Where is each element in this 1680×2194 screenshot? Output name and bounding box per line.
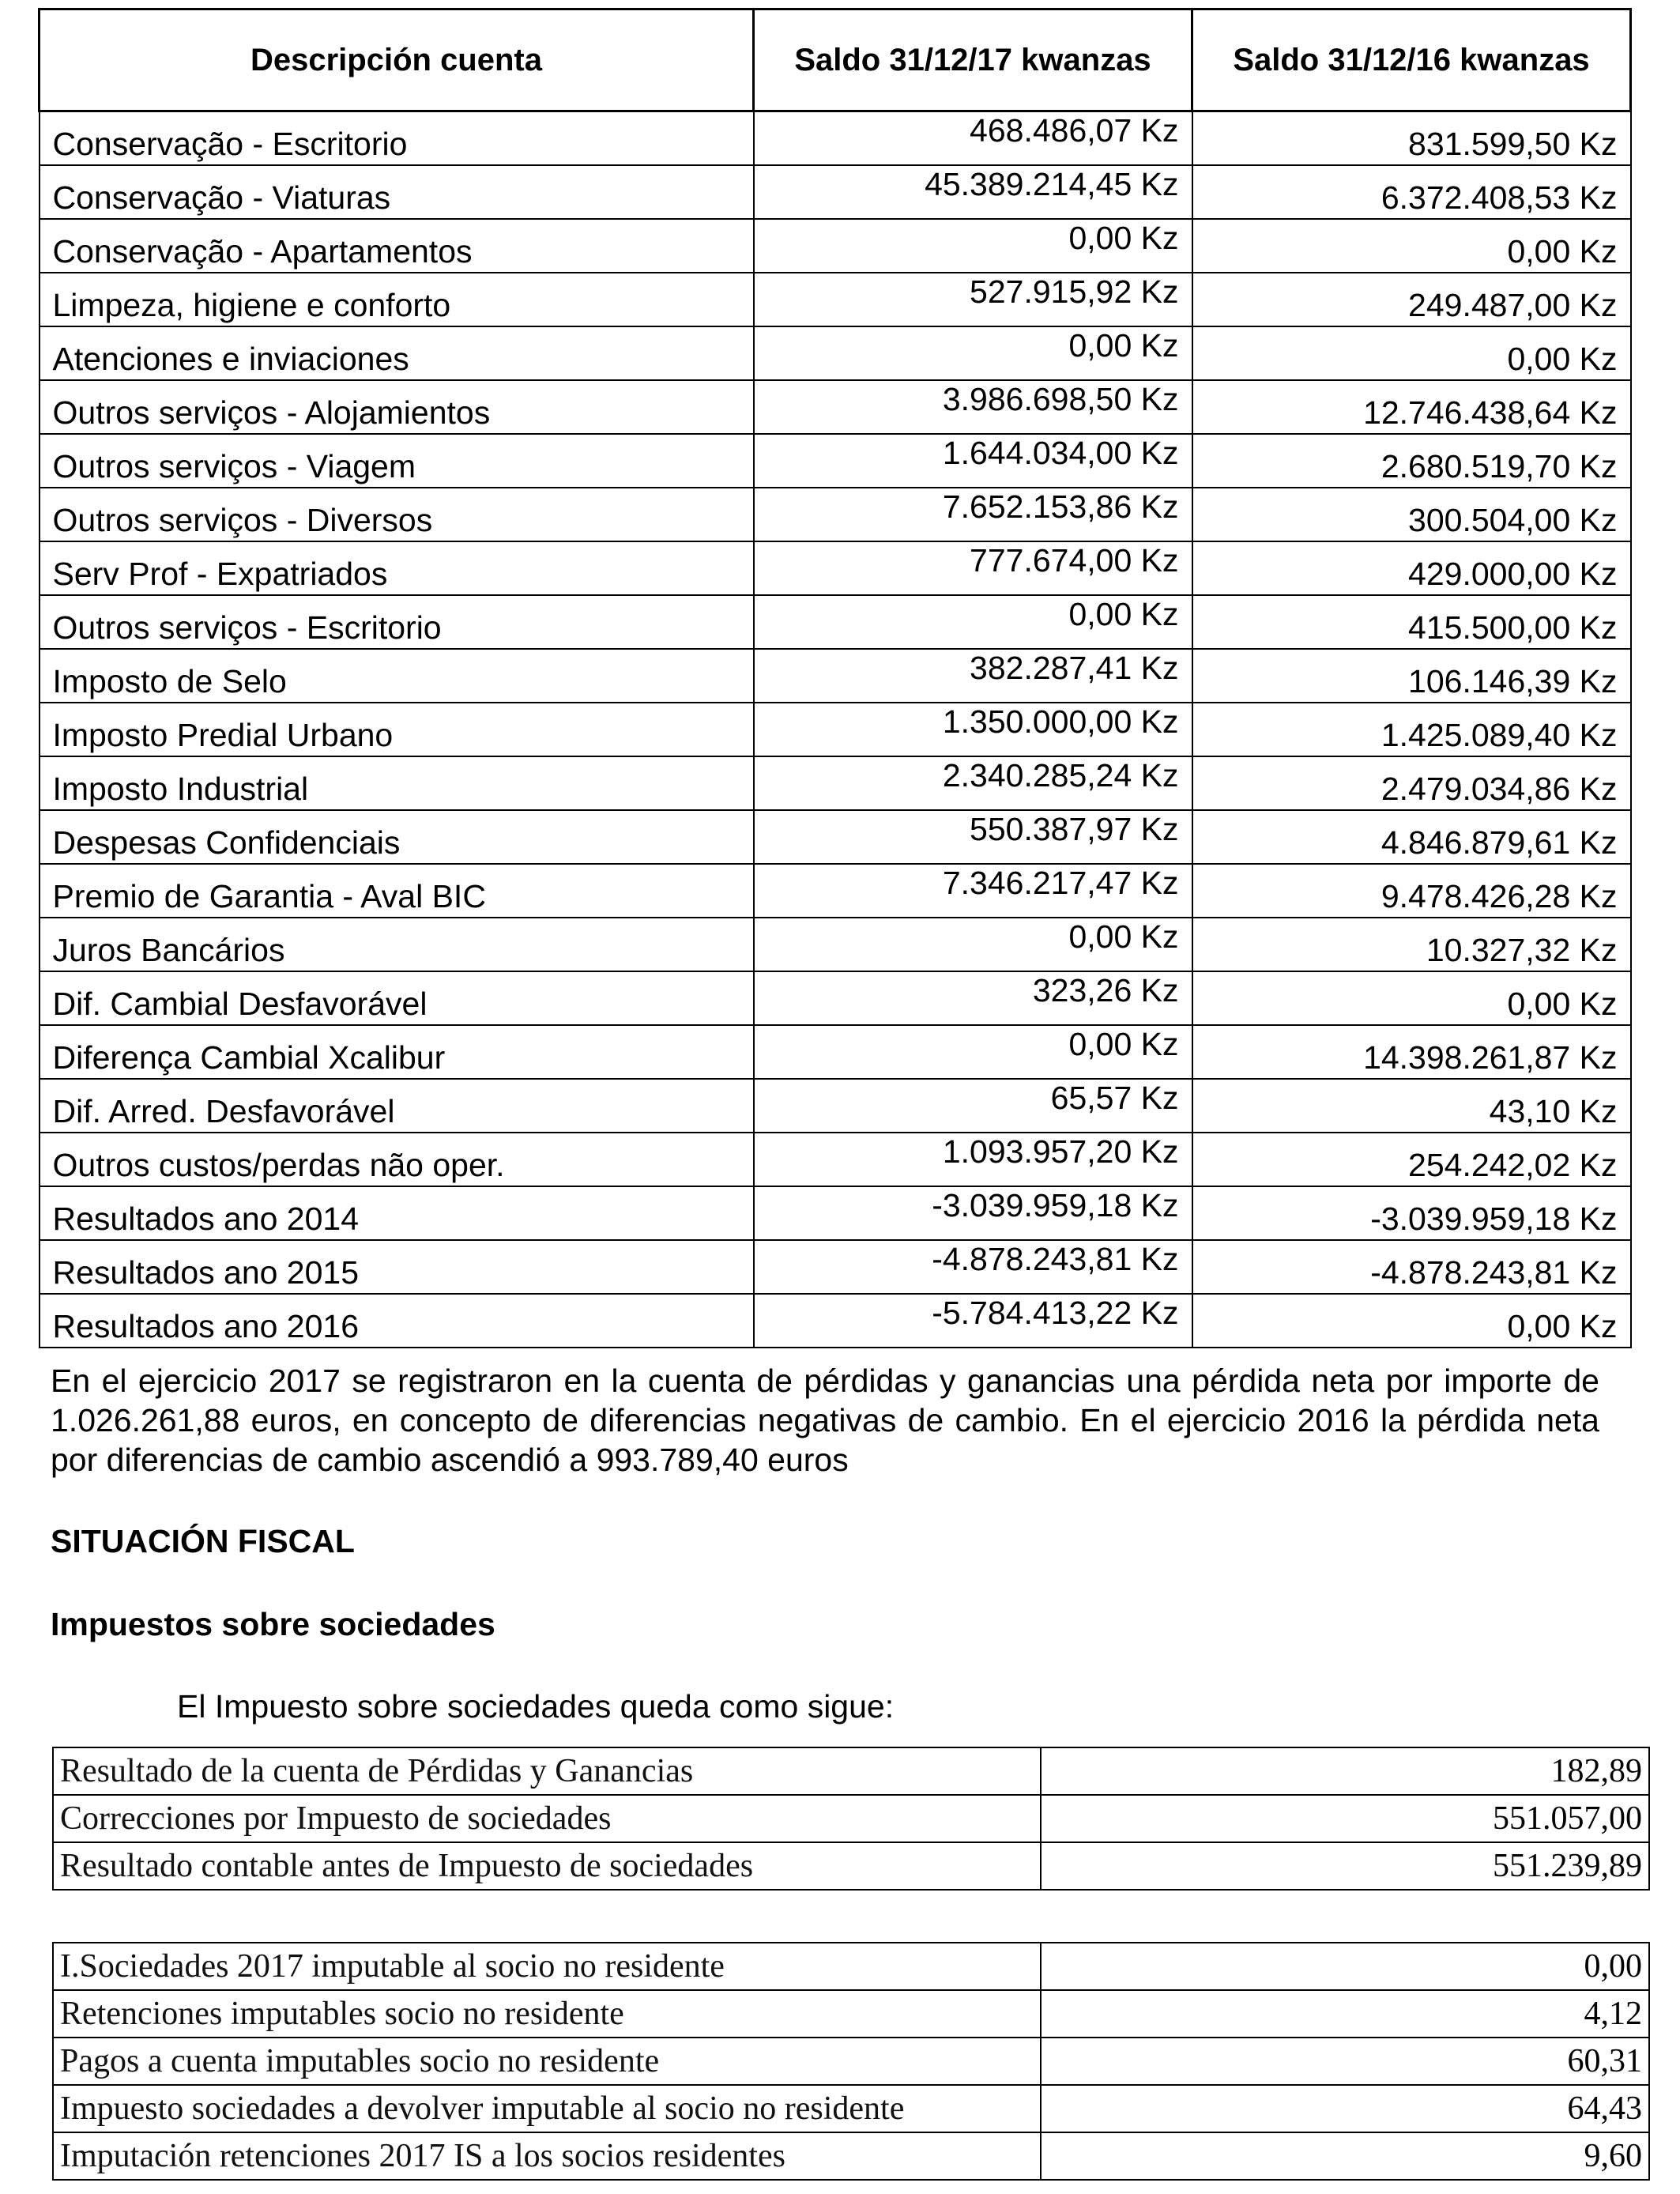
table-row	[53, 1842, 1649, 1890]
saldo-2016-value: 6.372.408,53 Kz	[1192, 165, 1631, 219]
account-description: Dif. Cambial Desfavorável	[40, 971, 754, 1025]
row-label: Resultado de la cuenta de Pérdidas y Ganancias	[53, 1747, 1041, 1795]
saldo-2017-value: 7.652.153,86 Kz	[754, 488, 1192, 541]
saldo-2016-value: -3.039.959,18 Kz	[1192, 1186, 1631, 1240]
saldo-2017-value: 0,00 Kz	[754, 219, 1192, 273]
account-description: Outros serviços - Viagem	[40, 434, 754, 488]
table-row	[40, 488, 1631, 541]
saldo-2016-value: 43,10 Kz	[1192, 1079, 1631, 1133]
saldo-2016-value: 831.599,50 Kz	[1192, 111, 1631, 166]
account-description: Imposto Industrial	[40, 756, 754, 810]
table-row	[40, 380, 1631, 434]
table-row	[40, 1133, 1631, 1186]
row-label: Imputación retenciones 2017 IS a los socios residentes	[53, 2132, 1041, 2180]
saldo-2017-value: 468.486,07 Kz	[754, 111, 1192, 166]
table-row	[40, 595, 1631, 649]
row-label: Pagos a cuenta imputables socio no residente	[53, 2038, 1041, 2085]
saldo-2016-value: 254.242,02 Kz	[1192, 1133, 1631, 1186]
accounts-table-body	[40, 111, 1631, 1348]
saldo-2017-value: 0,00 Kz	[754, 595, 1192, 649]
account-description: Limpeza, higiene e conforto	[40, 273, 754, 326]
saldo-2017-value: 527.915,92 Kz	[754, 273, 1192, 326]
saldo-2016-value: 415.500,00 Kz	[1192, 595, 1631, 649]
saldo-2017-value: -5.784.413,22 Kz	[754, 1294, 1192, 1348]
saldo-2017-value: -3.039.959,18 Kz	[754, 1186, 1192, 1240]
row-value: 64,43	[1041, 2085, 1649, 2132]
row-value: 182,89	[1041, 1747, 1649, 1795]
account-description: Outros serviços - Diversos	[40, 488, 754, 541]
saldo-2017-value: 0,00 Kz	[754, 1025, 1192, 1079]
saldo-2017-value: 1.093.957,20 Kz	[754, 1133, 1192, 1186]
saldo-2016-value: 0,00 Kz	[1192, 971, 1631, 1025]
saldo-2017-value: 777.674,00 Kz	[754, 541, 1192, 595]
table-row	[53, 2132, 1649, 2180]
account-description: Despesas Confidenciais	[40, 810, 754, 864]
account-description: Juros Bancários	[40, 918, 754, 971]
row-value: 4,12	[1041, 1990, 1649, 2038]
account-description: Diferença Cambial Xcalibur	[40, 1025, 754, 1079]
account-description: Outros serviços - Escritorio	[40, 595, 754, 649]
account-description: Outros custos/perdas não oper.	[40, 1133, 754, 1186]
table-row	[40, 434, 1631, 488]
table-row	[40, 756, 1631, 810]
row-label: Impuesto sociedades a devolver imputable al socio no residente	[53, 2085, 1041, 2132]
table-row	[40, 326, 1631, 380]
row-label: Retenciones imputables socio no residente	[53, 1990, 1041, 2038]
exchange-difference-paragraph: En el ejercicio 2017 se registraron en la cuenta de pérdidas y ganancias una pérdida neta por importe de 1.026.261,88 euros, en concepto de diferencias negativas de cambio. En el ejercicio 2016 la pérdida neta por diferencias de cambio ascendió a 993.789,40 euros	[51, 1363, 1599, 1478]
saldo-2017-value: 1.644.034,00 Kz	[754, 434, 1192, 488]
table-row	[53, 1795, 1649, 1842]
saldo-2016-value: 0,00 Kz	[1192, 1294, 1631, 1348]
account-description: Dif. Arred. Desfavorável	[40, 1079, 754, 1133]
table-row	[40, 111, 1631, 166]
tax-imputation-table	[52, 1942, 1650, 2181]
header-description: Descripción cuenta	[40, 9, 754, 111]
table-row	[40, 273, 1631, 326]
row-value: 551.057,00	[1041, 1795, 1649, 1842]
saldo-2017-value: -4.878.243,81 Kz	[754, 1240, 1192, 1294]
saldo-2016-value: 0,00 Kz	[1192, 326, 1631, 380]
saldo-2017-value: 0,00 Kz	[754, 326, 1192, 380]
account-description: Conservação - Apartamentos	[40, 219, 754, 273]
account-description: Atenciones e inviaciones	[40, 326, 754, 380]
saldo-2017-value: 7.346.217,47 Kz	[754, 864, 1192, 918]
header-saldo-2017: Saldo 31/12/17 kwanzas	[754, 9, 1192, 111]
account-description: Imposto de Selo	[40, 649, 754, 703]
saldo-2017-value: 65,57 Kz	[754, 1079, 1192, 1133]
table-row	[40, 1025, 1631, 1079]
account-description: Conservação - Viaturas	[40, 165, 754, 219]
saldo-2017-value: 550.387,97 Kz	[754, 810, 1192, 864]
table-row	[40, 1079, 1631, 1133]
saldo-2016-value: 4.846.879,61 Kz	[1192, 810, 1631, 864]
saldo-2016-value: 10.327,32 Kz	[1192, 918, 1631, 971]
account-description: Imposto Predial Urbano	[40, 703, 754, 756]
row-value: 0,00	[1041, 1943, 1649, 1990]
saldo-2016-value: 12.746.438,64 Kz	[1192, 380, 1631, 434]
saldo-2017-value: 382.287,41 Kz	[754, 649, 1192, 703]
table-row	[53, 1747, 1649, 1795]
table-row	[40, 864, 1631, 918]
table-row	[40, 810, 1631, 864]
saldo-2016-value: 9.478.426,28 Kz	[1192, 864, 1631, 918]
table-row	[40, 1294, 1631, 1348]
table-row	[40, 219, 1631, 273]
intro-text: El Impuesto sobre sociedades queda como sigue:	[177, 1688, 895, 1725]
account-description: Conservação - Escritorio	[40, 111, 754, 166]
account-description: Resultados ano 2014	[40, 1186, 754, 1240]
row-label: I.Sociedades 2017 imputable al socio no residente	[53, 1943, 1041, 1990]
account-description: Resultados ano 2016	[40, 1294, 754, 1348]
saldo-2016-value: 1.425.089,40 Kz	[1192, 703, 1631, 756]
table-row	[40, 541, 1631, 595]
saldo-2017-value: 3.986.698,50 Kz	[754, 380, 1192, 434]
saldo-2017-value: 2.340.285,24 Kz	[754, 756, 1192, 810]
accounts-table	[38, 8, 1632, 1348]
table-row	[40, 649, 1631, 703]
table-row	[53, 2085, 1649, 2132]
saldo-2016-value: 0,00 Kz	[1192, 219, 1631, 273]
row-label: Resultado contable antes de Impuesto de sociedades	[53, 1842, 1041, 1890]
saldo-2017-value: 45.389.214,45 Kz	[754, 165, 1192, 219]
table-row	[53, 1943, 1649, 1990]
table-row	[40, 918, 1631, 971]
saldo-2016-value: 429.000,00 Kz	[1192, 541, 1631, 595]
table-row	[53, 1990, 1649, 2038]
table-row	[40, 165, 1631, 219]
saldo-2016-value: 2.680.519,70 Kz	[1192, 434, 1631, 488]
table-row	[40, 703, 1631, 756]
accounting-result-body	[53, 1747, 1649, 1890]
table-row	[40, 971, 1631, 1025]
accounting-result-table	[52, 1747, 1650, 1891]
account-description: Resultados ano 2015	[40, 1240, 754, 1294]
saldo-2016-value: 249.487,00 Kz	[1192, 273, 1631, 326]
header-saldo-2016: Saldo 31/12/16 kwanzas	[1192, 9, 1631, 111]
account-description: Serv Prof - Expatriados	[40, 541, 754, 595]
saldo-2017-value: 0,00 Kz	[754, 918, 1192, 971]
table-row	[40, 1240, 1631, 1294]
account-description: Outros serviços - Alojamientos	[40, 380, 754, 434]
row-label: Correcciones por Impuesto de sociedades	[53, 1795, 1041, 1842]
saldo-2017-value: 323,26 Kz	[754, 971, 1192, 1025]
row-value: 60,31	[1041, 2038, 1649, 2085]
account-description: Premio de Garantia - Aval BIC	[40, 864, 754, 918]
row-value: 551.239,89	[1041, 1842, 1649, 1890]
saldo-2017-value: 1.350.000,00 Kz	[754, 703, 1192, 756]
subsection-title: Impuestos sobre sociedades	[51, 1606, 495, 1642]
saldo-2016-value: 2.479.034,86 Kz	[1192, 756, 1631, 810]
saldo-2016-value: 106.146,39 Kz	[1192, 649, 1631, 703]
accounts-table-header	[40, 9, 1631, 111]
table-row	[40, 1186, 1631, 1240]
tax-imputation-body	[53, 1943, 1649, 2180]
row-value: 9,60	[1041, 2132, 1649, 2180]
section-title: SITUACIÓN FISCAL	[51, 1523, 355, 1559]
saldo-2016-value: 300.504,00 Kz	[1192, 488, 1631, 541]
table-row	[53, 2038, 1649, 2085]
saldo-2016-value: 14.398.261,87 Kz	[1192, 1025, 1631, 1079]
saldo-2016-value: -4.878.243,81 Kz	[1192, 1240, 1631, 1294]
